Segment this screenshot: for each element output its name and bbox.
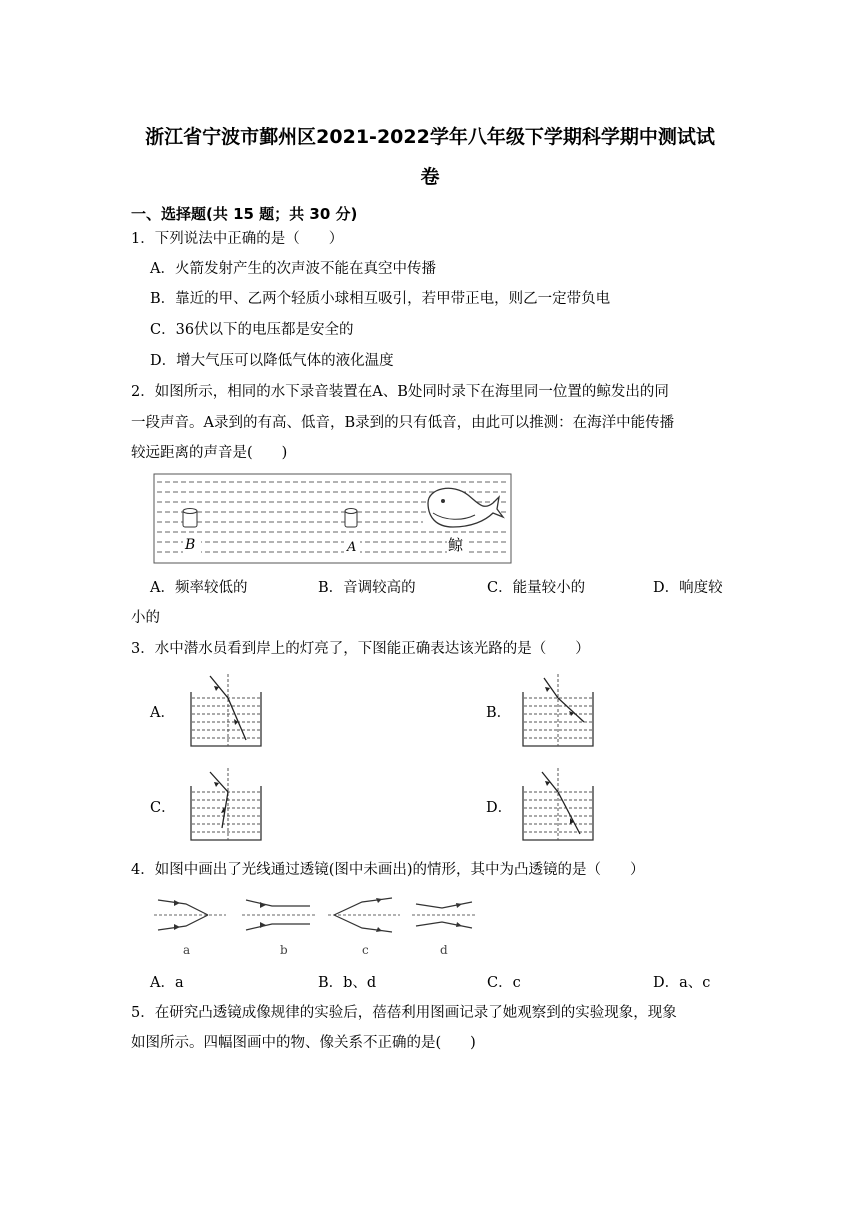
q2-stem-line2: 一段声音。A录到的有高、低音，B录到的只有低音，由此可以推测：在海洋中能传播 [131, 415, 675, 431]
q5-stem-line2: 如图所示。四幅图画中的物、像关系不正确的是( ) [131, 1035, 476, 1051]
q5-stem-line1: 5．在研究凸透镜成像规律的实验后，蓓蓓利用图画记录了她观察到的实验现象，现象 [131, 1005, 677, 1021]
q1-option-b: B．靠近的甲、乙两个轻质小球相互吸引，若甲带正电，则乙一定带负电 [150, 291, 611, 307]
q3-stem: 3．水中潜水员看到岸上的灯亮了，下图能正确表达该光路的是（ ） [131, 641, 590, 657]
q4-lens-figure [150, 888, 480, 958]
q2-option-d-wrap: 小的 [131, 610, 160, 626]
exam-title-line2: 卷 [420, 166, 440, 188]
q3-option-a-label: A． [150, 705, 175, 721]
q3-option-d-label: D． [486, 800, 513, 816]
q2-label-b: B [185, 537, 196, 553]
q4-option-b: B．b、d [318, 975, 377, 991]
q2-ocean-figure [153, 473, 513, 565]
q4-option-d: D．a、c [653, 975, 711, 991]
q3-figure-d [520, 766, 596, 842]
q1-option-a: A．火箭发射产生的次声波不能在真空中传播 [150, 261, 436, 277]
q2-stem-line3: 较远距离的声音是( ) [131, 445, 288, 461]
q2-option-c: C．能量较小的 [487, 580, 586, 596]
q3-figure-c [188, 766, 264, 842]
q3-option-c-label: C． [150, 800, 176, 816]
recorder-a-icon [345, 509, 357, 528]
q1-stem: 1．下列说法中正确的是（ ） [131, 231, 344, 247]
q4-option-a: A．a [150, 975, 184, 991]
q3-option-b-label: B． [486, 705, 512, 721]
q4-label-a: a [183, 943, 191, 957]
section-heading: 一、选择题(共 15 题；共 30 分) [131, 205, 358, 223]
q3-figure-b [520, 672, 596, 748]
q4-label-c: c [362, 943, 369, 957]
q1-option-c: C．36伏以下的电压都是安全的 [150, 322, 354, 338]
q3-figure-a [188, 672, 264, 748]
q2-label-whale: 鲸 [448, 536, 464, 554]
q4-option-c: C．c [487, 975, 521, 991]
q4-label-d: d [440, 943, 448, 957]
q2-option-a: A．频率较低的 [150, 580, 248, 596]
exam-title-line1: 浙江省宁波市鄞州区2021-2022学年八年级下学期科学期中测试试 [145, 126, 715, 148]
q1-option-d: D．增大气压可以降低气体的液化温度 [150, 353, 394, 369]
q2-label-a: A [347, 540, 357, 555]
q2-option-b: B．音调较高的 [318, 580, 416, 596]
q4-label-b: b [280, 943, 288, 957]
q4-stem: 4．如图中画出了光线通过透镜(图中未画出)的情形，其中为凸透镜的是（ ） [131, 862, 645, 878]
recorder-b-icon [183, 509, 197, 528]
q2-stem-line1: 2．如图所示，相同的水下录音装置在A、B处同时录下在海里同一位置的鲸发出的同 [131, 384, 669, 400]
q2-option-d: D．响度较 [653, 580, 723, 596]
